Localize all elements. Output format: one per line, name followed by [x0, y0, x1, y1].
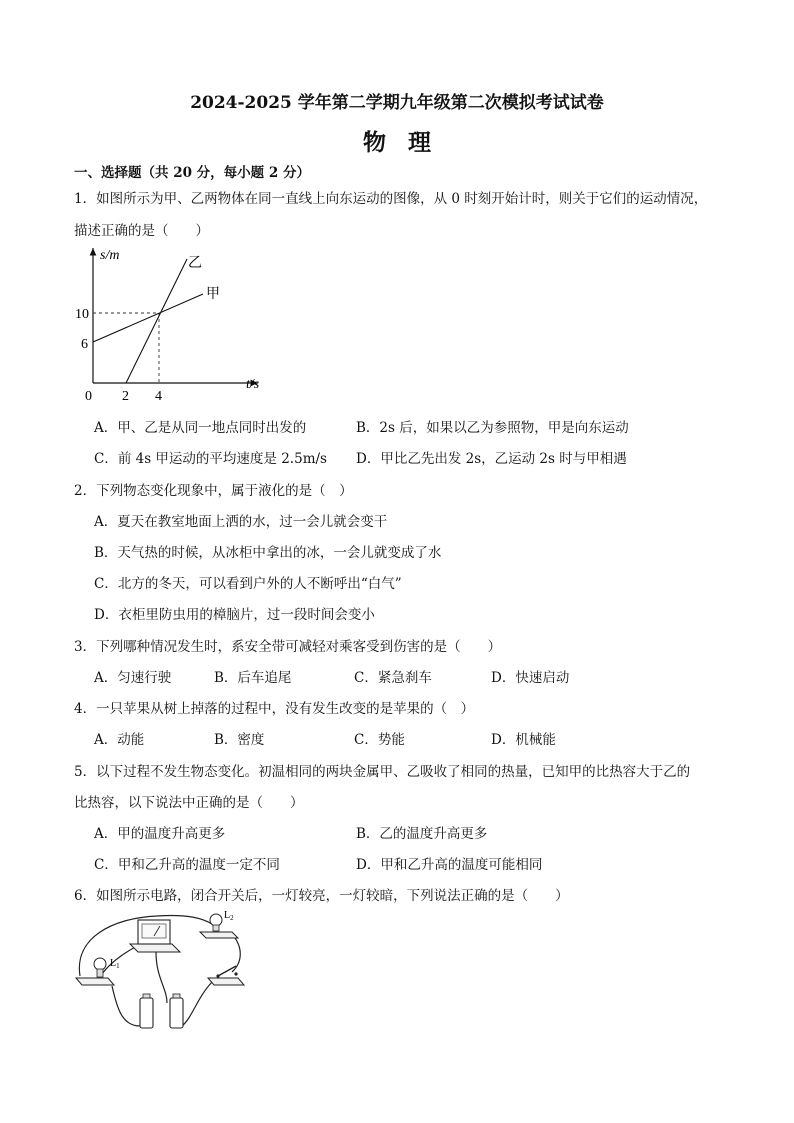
q1-stem-line2: 描述正确的是（ ）: [74, 223, 209, 239]
q2-option-a: A．夏天在教室地面上洒的水，过一会儿就会变干: [94, 514, 388, 530]
section-heading: 一、选择题（共 20 分，每小题 2 分）: [74, 165, 310, 181]
q3-stem: 3．下列哪种情况发生时，系安全带可减轻对乘客受到伤害的是（ ）: [74, 639, 502, 655]
lamp-l1: [76, 958, 114, 985]
q2-option-d: D．衣柜里防虫用的樟脑片，过一段时间会变小: [94, 607, 375, 623]
exam-title: 2024-2025 学年第二学期九年级第二次模拟考试试卷: [190, 93, 604, 113]
q5-stem-line2: 比热容，以下说法中正确的是（ ）: [74, 795, 304, 811]
q1-graph-y-label: s/m: [100, 248, 120, 263]
q1-graph-y-tick-10: 10: [75, 307, 89, 322]
q1-graph-line-yi: [126, 259, 187, 383]
q6-stem: 6．如图所示电路，闭合开关后，一灯较亮，一灯较暗，下列说法正确的是（ ）: [74, 888, 569, 904]
q1-graph-origin: 0: [85, 389, 92, 402]
q2-option-c: C．北方的冬天，可以看到户外的人不断呼出“白气”: [94, 576, 402, 592]
lamp-l2-label: $L_2$: [224, 910, 234, 922]
q1-graph-x-tick-2: 2: [122, 389, 129, 402]
q4-option-a: A．动能: [94, 732, 145, 748]
q1-graph-x-tick-4: 4: [155, 389, 162, 402]
switch: [208, 966, 244, 985]
q4-option-d: D．机械能: [491, 732, 556, 748]
q2-option-b: B．天气热的时候，从冰柜中拿出的冰，一会儿就变成了水: [94, 545, 442, 561]
q4-option-b: B．密度: [214, 732, 265, 748]
subject-title: 物理: [363, 129, 453, 156]
q1-graph-y-tick-6: 6: [81, 337, 88, 352]
q1-stem-line1: 1．如图所示为甲、乙两物体在同一直线上向东运动的图像，从 0 时刻开始计时，则关于它们的运动情况，: [74, 191, 708, 207]
meter: [130, 920, 180, 952]
q4-option-c: C．势能: [354, 732, 405, 748]
q3-option-a: A．匀速行驶: [94, 670, 172, 686]
q1-option-c: C．前 4s 甲运动的平均速度是 2.5m/s: [94, 451, 327, 467]
q5-option-c: C．甲和乙升高的温度一定不同: [94, 857, 280, 873]
batteries: [140, 994, 183, 1028]
q1-graph-x-label: t/s: [246, 377, 260, 392]
q5-stem-line1: 5．以下过程不发生物态变化。初温相同的两块金属甲、乙吸收了相同的热量，已知甲的比热容大于乙的: [74, 764, 691, 780]
q1-graph: [70, 242, 270, 402]
q3-option-d: D．快速启动: [491, 670, 570, 686]
q3-option-c: C．紧急刹车: [354, 670, 432, 686]
q3-option-b: B．后车追尾: [214, 670, 292, 686]
q6-circuit-figure: [72, 908, 252, 1038]
q1-option-d: D．甲比乙先出发 2s，乙运动 2s 时与甲相遇: [356, 451, 627, 467]
q1-option-a: A．甲、乙是从同一地点同时出发的: [94, 420, 307, 436]
q2-stem: 2．下列物态变化现象中，属于液化的是（ ）: [74, 483, 353, 499]
q1-graph-label-jia: 甲: [206, 287, 220, 302]
q4-stem: 4．一只苹果从树上掉落的过程中，没有发生改变的是苹果的（ ）: [74, 701, 475, 717]
q1-graph-line-jia: [93, 294, 203, 342]
q5-option-a: A．甲的温度升高更多: [94, 826, 226, 842]
q1-graph-label-yi: 乙: [188, 256, 202, 271]
lamp-l1-label: $L_1$: [110, 958, 120, 970]
circuit-wire-meter-battery: [156, 952, 167, 1003]
q5-option-b: B．乙的温度升高更多: [356, 826, 488, 842]
q5-option-d: D．甲和乙升高的温度可能相同: [356, 857, 543, 873]
q1-option-b: B．2s 后，如果以乙为参照物，甲是向东运动: [356, 420, 629, 436]
